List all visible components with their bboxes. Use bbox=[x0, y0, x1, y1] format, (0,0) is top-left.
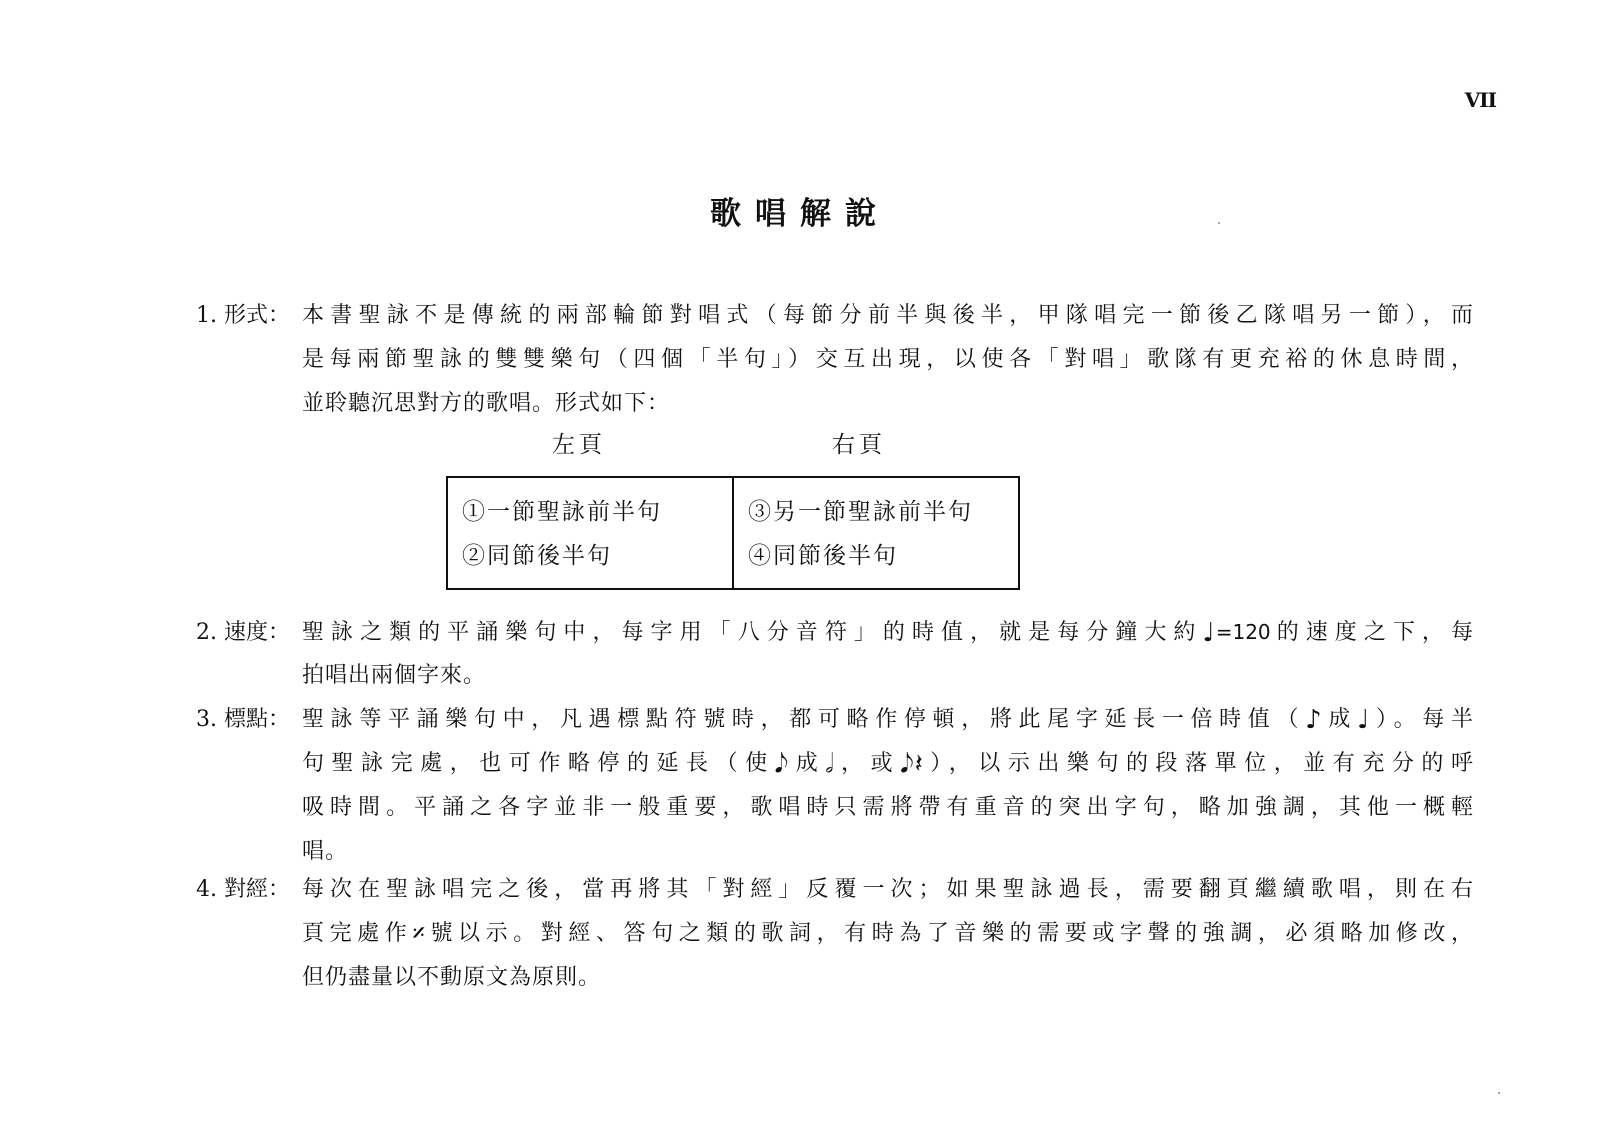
section-format bbox=[196, 294, 1476, 426]
paragraph-line: 每次在聖詠唱完之後，當再將其「對經」反覆一次；如果聖詠過長，需要翻頁繼續歌唱，則在右 bbox=[302, 877, 1474, 902]
paragraph-line: 是每兩節聖詠的雙雙樂句（四個「半句」）交互出現，以使各「對唱」歌隊有更充裕的休息時間， bbox=[302, 347, 1474, 372]
page-title: 歌唱解說 bbox=[710, 196, 890, 232]
left-page-cell bbox=[448, 478, 732, 588]
format-table-headers bbox=[0, 426, 1600, 462]
quarter-rest-icon: 𝄽 bbox=[914, 749, 924, 779]
text-segment: 的速度之下，每 bbox=[1270, 620, 1474, 645]
tempo-value: =120 bbox=[1215, 620, 1271, 644]
section-tempo bbox=[196, 610, 1476, 698]
page-number: VII bbox=[1464, 88, 1496, 112]
section-antiphon bbox=[196, 868, 1476, 1000]
eighth-note-icon: ♪ bbox=[1305, 705, 1323, 735]
paragraph-line bbox=[302, 912, 1474, 956]
paragraph-line: 並聆聽沉思對方的歌唱。形式如下： bbox=[302, 391, 671, 416]
quarter-note-icon: ♩ bbox=[1357, 705, 1371, 735]
table-entry: ④同節後半句 bbox=[748, 543, 898, 569]
section-label: 3. 標點： bbox=[196, 707, 290, 732]
right-page-header: 右頁 bbox=[832, 432, 886, 458]
quarter-note-icon: ♩ bbox=[1202, 618, 1216, 648]
repeat-sign-icon: 𝄎 bbox=[412, 919, 426, 949]
paragraph-line bbox=[302, 698, 1474, 742]
text-segment: 號以示。對經、答句之類的歌詞，有時為了音樂的需要或字聲的強調，必須略加修改， bbox=[425, 921, 1474, 946]
text-segment: 頁完處作 bbox=[302, 921, 413, 946]
paragraph-line bbox=[302, 742, 1474, 786]
text-segment: ）。每半 bbox=[1370, 707, 1474, 732]
table-entry: ③另一節聖詠前半句 bbox=[748, 499, 973, 525]
scan-speck bbox=[1218, 222, 1220, 224]
paragraph-line bbox=[302, 610, 1474, 654]
text-segment: 成 bbox=[789, 751, 826, 776]
paragraph-line: 吸時間。平誦之各字並非一般重要，歌唱時只需將帶有重音的突出字句，略加強調，其他一概輕 bbox=[302, 795, 1474, 820]
table-entry: ②同節後半句 bbox=[462, 543, 612, 569]
text-segment: 成 bbox=[1322, 707, 1358, 732]
eighth-note-icon: 𝅘𝅥𝅮 bbox=[774, 749, 790, 779]
text-segment: 句聖詠完處，也可作略停的延長（使 bbox=[302, 751, 775, 776]
text-segment: 聖詠等平誦樂句中，凡遇標點符號時，都可略作停頓，將此尾字延長一倍時值（ bbox=[302, 707, 1306, 732]
section-label: 2. 速度： bbox=[196, 620, 290, 645]
section-label: 4. 對經： bbox=[196, 877, 290, 902]
half-note-icon: 𝅗𝅥 bbox=[825, 749, 835, 779]
section-label: 1. 形式： bbox=[196, 303, 290, 328]
table-entry: ①一節聖詠前半句 bbox=[462, 499, 662, 525]
paragraph-line: 唱。 bbox=[302, 839, 349, 864]
paragraph-line: 本書聖詠不是傳統的兩部輪節對唱式（每節分前半與後半，甲隊唱完一節後乙隊唱另一節），而 bbox=[302, 303, 1474, 328]
format-table bbox=[446, 476, 1020, 590]
text-segment: ，或 bbox=[834, 751, 901, 776]
left-page-header: 左頁 bbox=[552, 432, 606, 458]
text-segment: ），以示出樂句的段落單位，並有充分的呼 bbox=[923, 751, 1474, 776]
eighth-note-icon: 𝅘𝅥𝅮 bbox=[900, 749, 915, 779]
section-punctuation bbox=[196, 698, 1476, 874]
scan-speck bbox=[1498, 1092, 1500, 1094]
paragraph-line: 拍唱出兩個字來。 bbox=[302, 663, 487, 688]
paragraph-line: 但仍盡量以不動原文為原則。 bbox=[302, 965, 602, 990]
text-segment: 聖詠之類的平誦樂句中，每字用「八分音符」的時值，就是每分鐘大約 bbox=[302, 620, 1203, 645]
right-page-cell bbox=[732, 478, 1018, 588]
